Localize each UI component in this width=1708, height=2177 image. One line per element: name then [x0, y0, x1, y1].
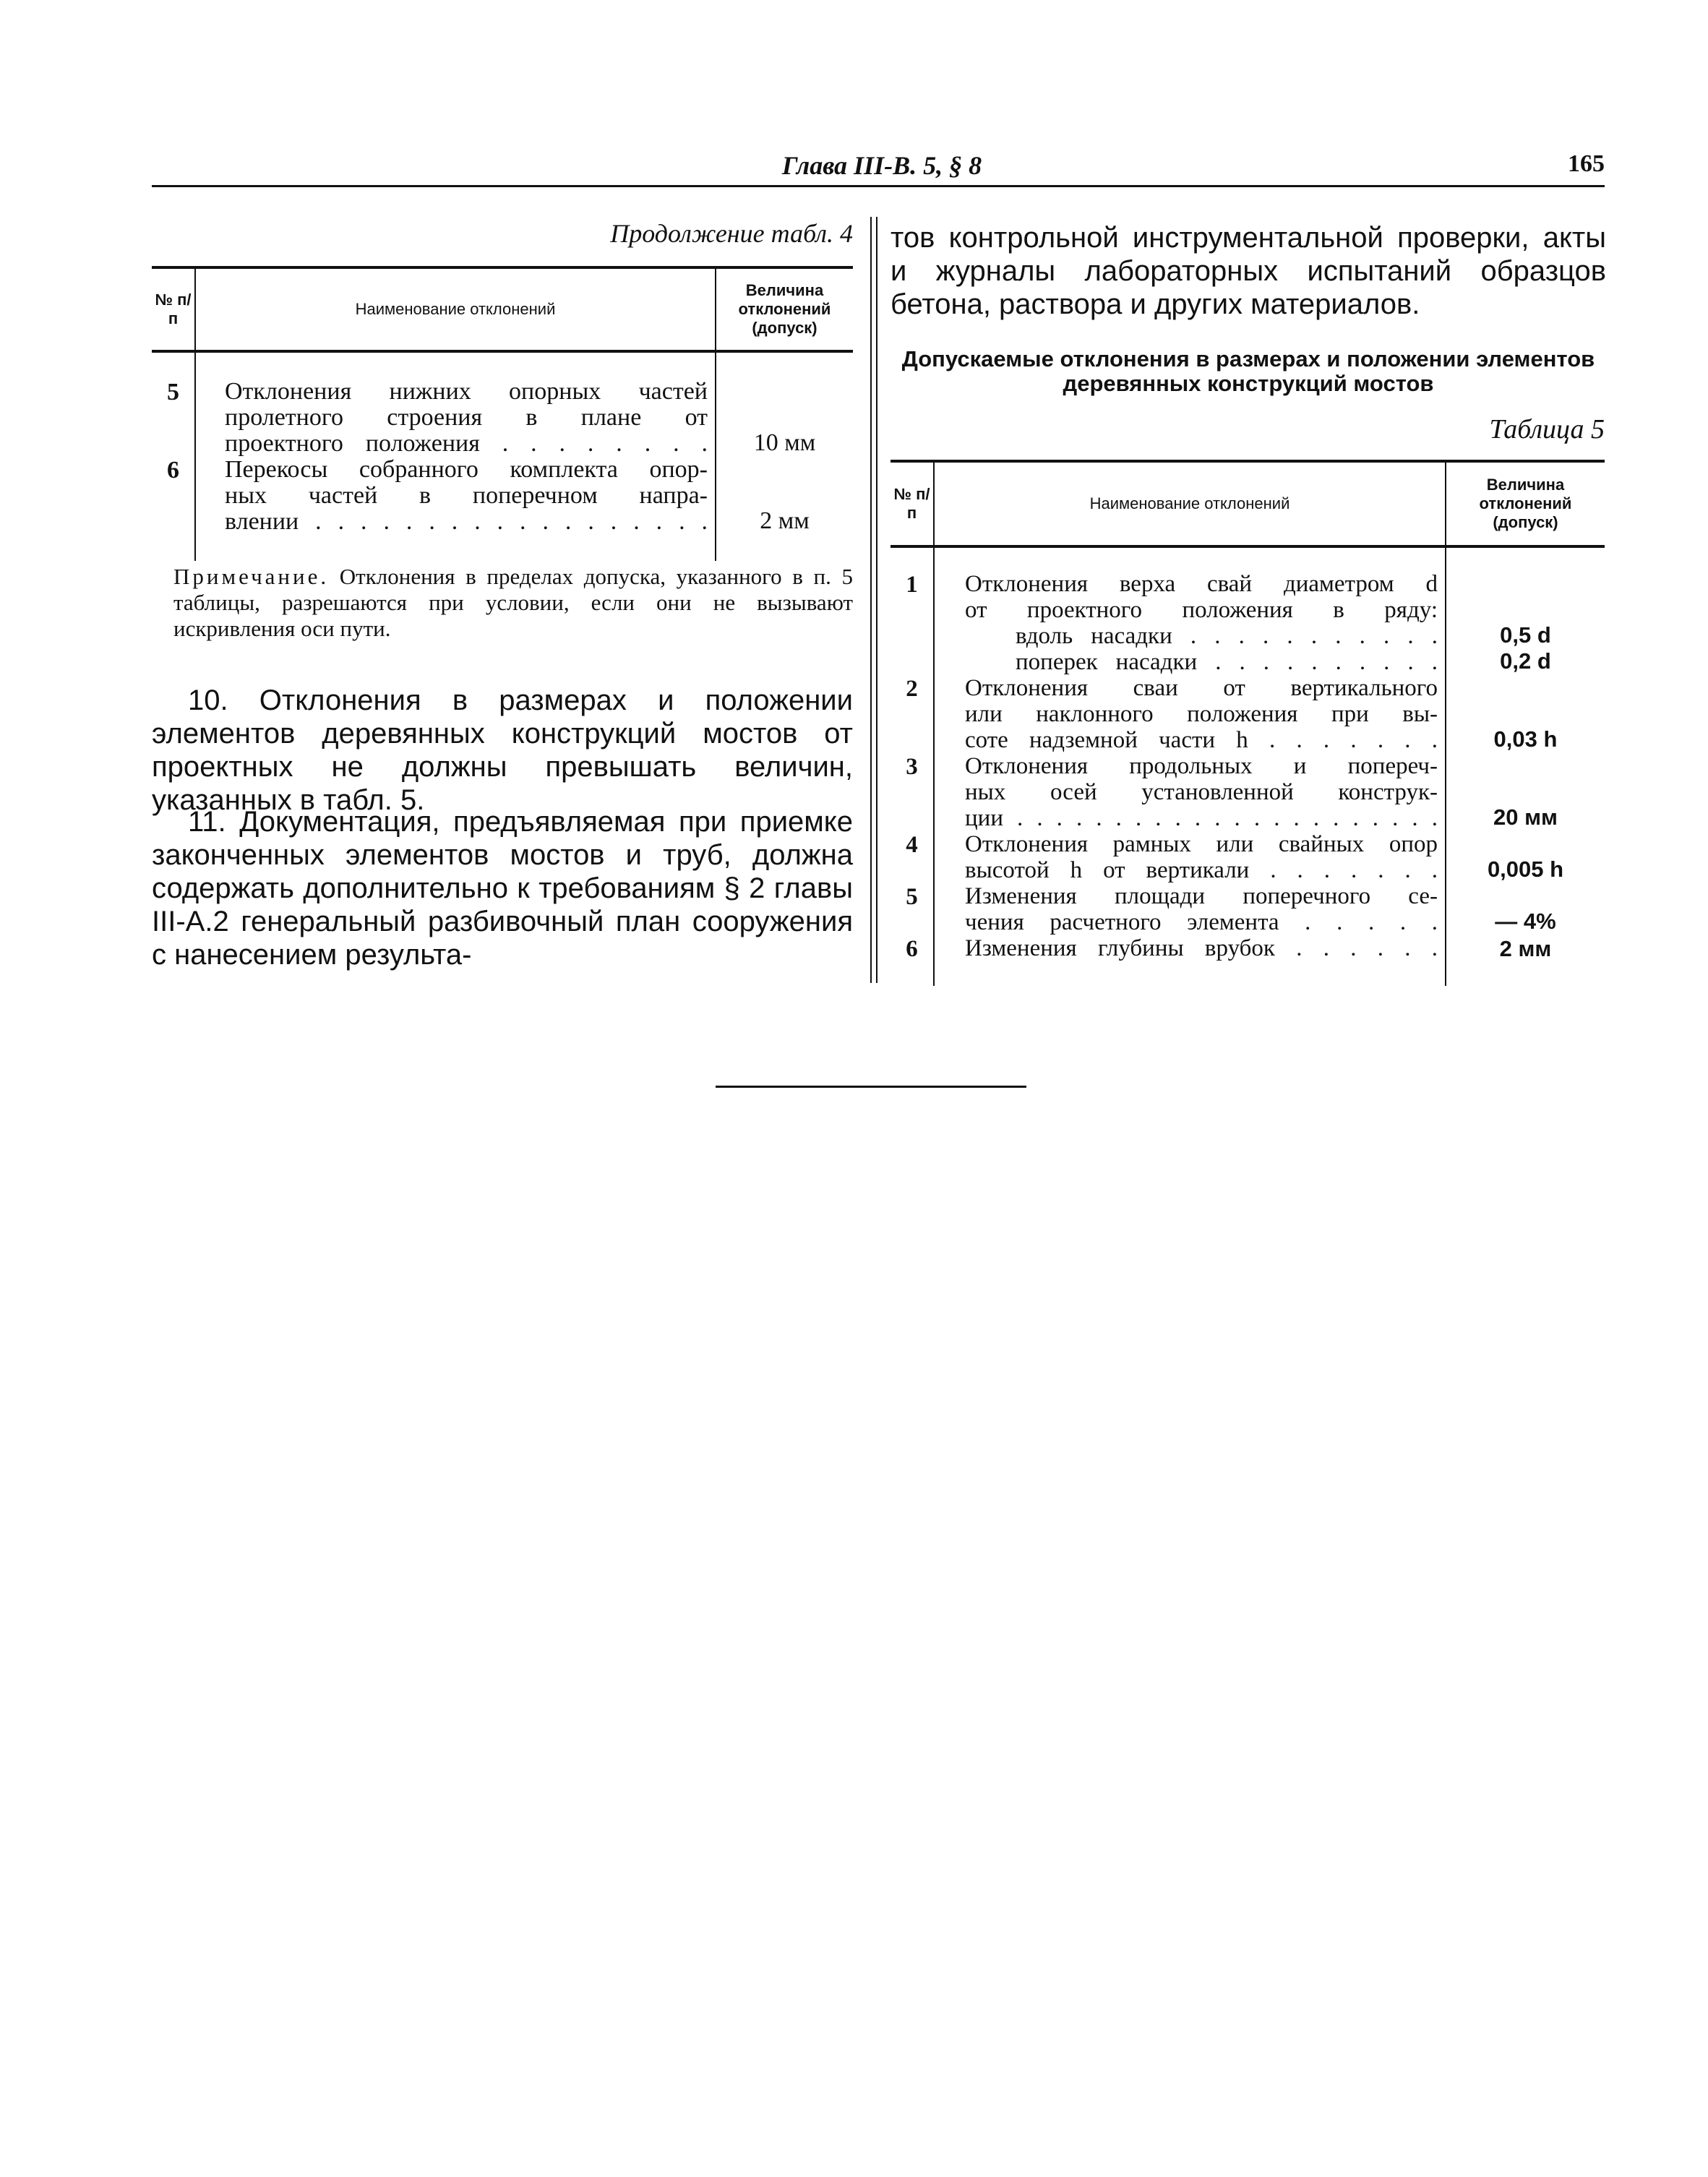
- row-number: 4: [906, 832, 918, 858]
- note-label: Примечание.: [173, 564, 330, 589]
- row-value: 2 мм: [1446, 935, 1605, 963]
- row-number: 5: [167, 379, 179, 405]
- table-row: [891, 753, 1605, 831]
- row-number: 5: [906, 884, 918, 910]
- row-number: 1: [906, 572, 918, 598]
- header-name: Наименование отклонений: [195, 267, 716, 351]
- table-row: [891, 675, 1605, 753]
- row-number: 2: [906, 676, 918, 702]
- row-number: 3: [906, 754, 918, 780]
- row-name: Отклонения верха свай диаметром d от проектного положения в ряду: вдоль насадки . . . . . . . . . . . поперек насадки . . . . . . . . . .: [934, 571, 1446, 675]
- running-head: Глава III-В. 5, § 8: [781, 151, 982, 180]
- page-number: 165: [1568, 150, 1605, 177]
- paragraph-10: 10. Отклонения в размерах и положении элементов деревянных конструкций мостов от проектных не должны превышать величин, указанных в табл. 5.: [152, 684, 853, 816]
- header-rule: [152, 185, 1605, 187]
- table-header-row: [152, 267, 853, 351]
- paragraph-11: 11. Документация, предъявляемая при приемке законченных элементов мостов и труб, должна содержать дополнительно к требованиям § 2 главы III-А.2 генеральный разбивочный план сооружения с нанесением результа-: [152, 806, 853, 971]
- row-name: Отклонения продольных и попереч- ных осей установленной конструк- ции . . . . . . . . . . . . . . . . . . . . . .: [934, 753, 1446, 831]
- column-divider: [870, 217, 872, 983]
- row-name: Отклонения нижних опорных частей пролетного строения в плане от проектного положения . . . . . . . .: [195, 379, 716, 457]
- table-row: [152, 457, 853, 535]
- table-continuation-label: Продолжение табл. 4: [610, 219, 853, 248]
- sub-item-label: поперек насадки . . . . . . . . . .: [1016, 649, 1438, 675]
- column-divider: [876, 217, 877, 983]
- sub-item-value: 0,5 d: [1500, 622, 1551, 648]
- row-value: [1446, 571, 1605, 675]
- row-value: 0,005 h: [1446, 831, 1605, 883]
- header-value: Величина отклонений (допуск): [716, 267, 853, 351]
- table-row: [891, 935, 1605, 963]
- row-value: 10 мм: [716, 379, 853, 457]
- end-rule: [716, 1086, 1026, 1088]
- section-title: Допускаемые отклонения в размерах и положении элементов деревянных конструкций мостов: [901, 346, 1595, 396]
- row-name: Отклонения сваи от вертикального или наклонного положения при вы- соте надземной части h . . . . . . .: [934, 675, 1446, 753]
- row-value: 2 мм: [716, 457, 853, 535]
- table-row: [152, 379, 853, 457]
- note-text: Отклонения в пределах допуска, указанного в п. 5 таблицы, разрешаются при условии, если они не вызывают искривления оси пути.: [173, 564, 853, 641]
- header-no: № п/п: [891, 461, 934, 546]
- table-row: [891, 883, 1605, 935]
- header-value: Величина отклонений (допуск): [1446, 461, 1605, 546]
- table-4: [152, 266, 853, 561]
- row-name: Перекосы собранного комплекта опор- ных частей в поперечном напра- влении . . . . . . . . . . . . . . . . . .: [195, 457, 716, 535]
- sub-item-value: 0,2 d: [1500, 648, 1551, 674]
- row-name: Изменения площади поперечного се- чения расчетного элемента . . . . .: [934, 883, 1446, 935]
- table-note: [173, 564, 853, 642]
- sub-item-label: вдоль насадки . . . . . . . . . . .: [1016, 623, 1438, 649]
- row-number: 6: [167, 457, 179, 484]
- table-row: [891, 571, 1605, 675]
- table-header-row: [891, 461, 1605, 546]
- header-no: № п/п: [152, 267, 195, 351]
- row-number: 6: [906, 936, 918, 962]
- header-name: Наименование отклонений: [934, 461, 1446, 546]
- paragraph-11-continuation: тов контрольной инструментальной проверки, акты и журналы лабораторных испытаний образцов бетона, раствора и других материалов.: [891, 222, 1606, 320]
- row-name: Изменения глубины врубок . . . . . .: [934, 935, 1446, 963]
- table-5: [891, 460, 1605, 986]
- row-value: 20 мм: [1446, 753, 1605, 831]
- table-row: [891, 831, 1605, 883]
- table-5-label: Таблица 5: [1489, 414, 1605, 445]
- row-value: 0,03 h: [1446, 675, 1605, 753]
- row-value: — 4%: [1446, 883, 1605, 935]
- row-name: Отклонения рамных или свайных опор высотой h от вертикали . . . . . . .: [934, 831, 1446, 883]
